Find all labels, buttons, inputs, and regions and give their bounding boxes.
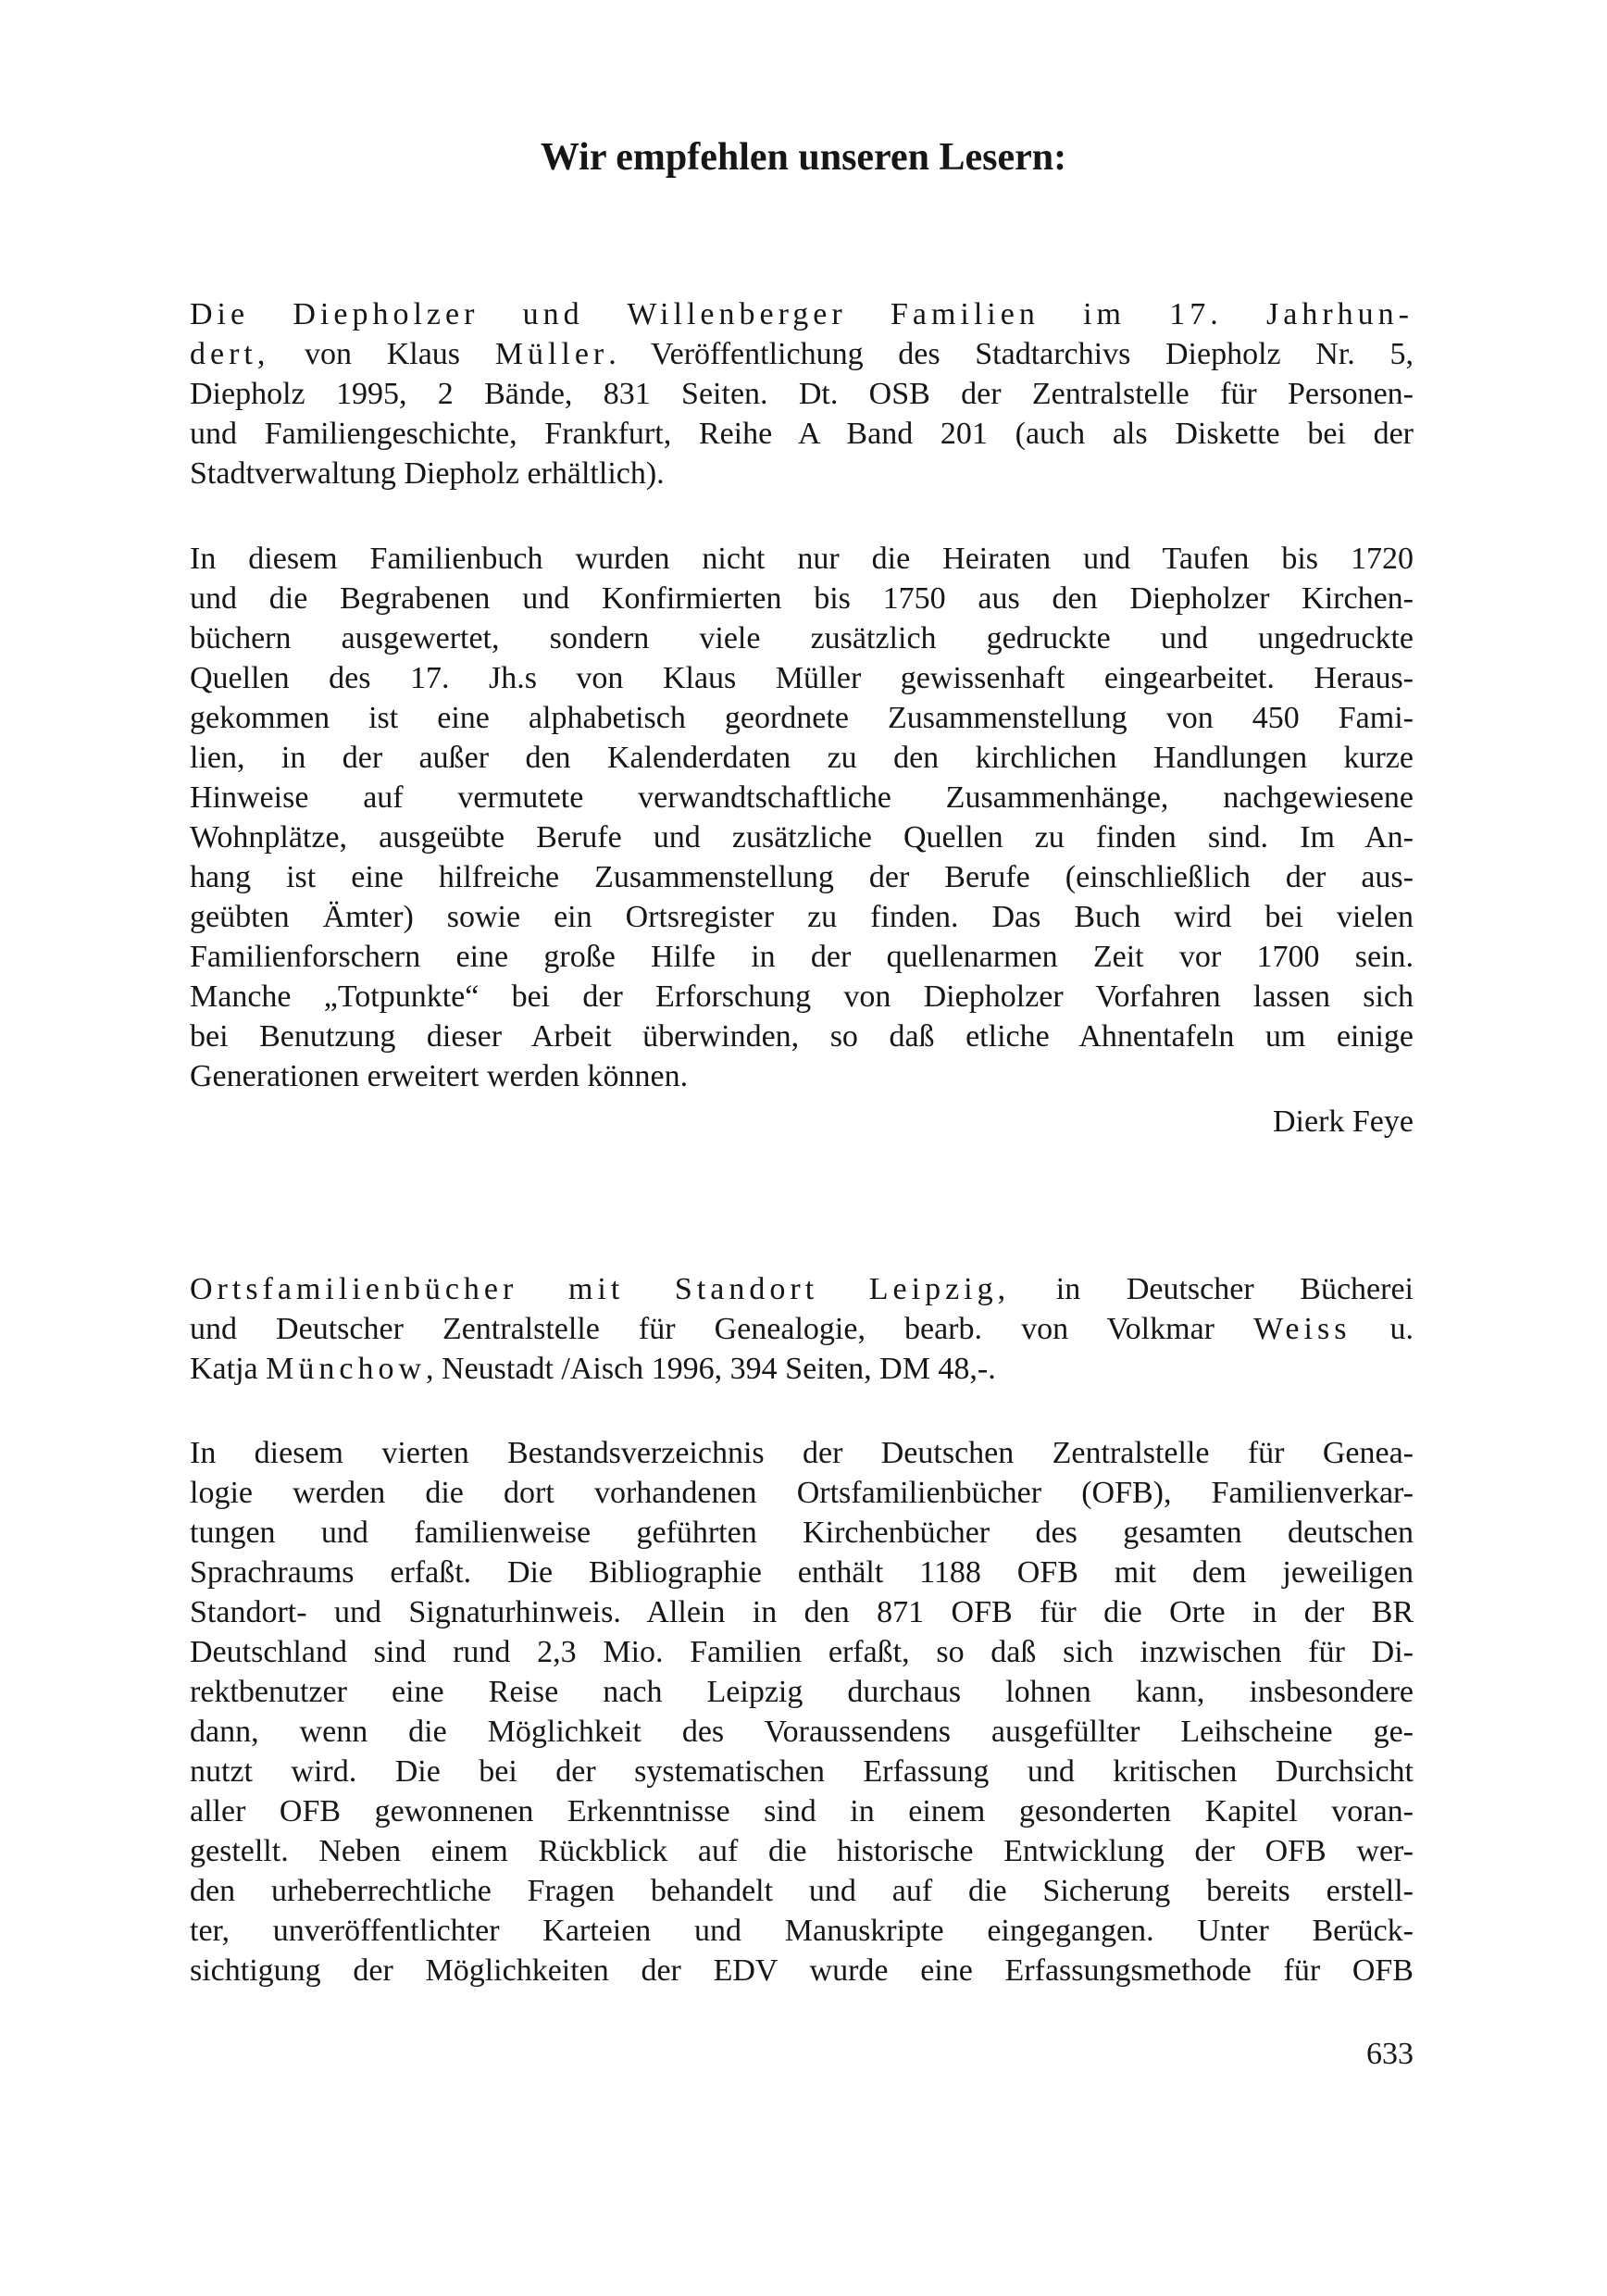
body-line: rektbenutzer eine Reise nach Leipzig durchaus lohnen kann, insbesondere — [190, 1675, 1414, 1709]
body-line: Familienforschern eine große Hilfe in der quellenarmen Zeit vor 1700 sein. — [190, 940, 1414, 974]
review-2-citation — [190, 1269, 1414, 1389]
author-name: Weiss — [1253, 1312, 1352, 1346]
page-number: 633 — [1366, 2037, 1414, 2071]
citation-line: Stadtverwaltung Diepholz erhältlich). — [190, 456, 665, 491]
body-line: ter, unveröffentlichter Karteien und Manuskripte eingegangen. Unter Berück- — [190, 1914, 1414, 1948]
body-line: nutzt wird. Die bei der systematischen Erfassung und kritischen Durchsicht — [190, 1754, 1414, 1789]
author-name: Münchow — [266, 1352, 427, 1386]
body-line: Generationen erweitert werden können. — [190, 1059, 689, 1093]
body-line: Sprachraums erfaßt. Die Bibliographie enthält 1188 OFB mit dem jeweiligen — [190, 1555, 1414, 1590]
citation-line — [190, 1309, 1414, 1349]
body-line: Quellen des 17. Jh.s von Klaus Müller gewissenhaft eingearbeitet. Heraus- — [190, 661, 1414, 695]
body-line: In diesem vierten Bestandsverzeichnis der Deutschen Zentralstelle für Genea- — [190, 1436, 1414, 1470]
body-line: Deutschland sind rund 2,3 Mio. Familien erfaßt, so daß sich inzwischen für Di- — [190, 1635, 1414, 1669]
body-line: geübten Ämter) sowie ein Ortsregister zu finden. Das Buch wird bei vielen — [190, 900, 1414, 934]
citation-fragment: Katja — [190, 1352, 267, 1386]
review-1-citation — [190, 294, 1414, 493]
body-line: aller OFB gewonnenen Erkenntnisse sind in einem gesonderten Kapitel voran- — [190, 1794, 1414, 1828]
body-line: gestellt. Neben einem Rückblick auf die historische Entwicklung der OFB wer- — [190, 1834, 1414, 1868]
body-line: dann, wenn die Möglichkeit des Voraussendens ausgefüllter Leihscheine ge- — [190, 1715, 1414, 1749]
body-line: Standort- und Signaturhinweis. Allein in den 871 OFB für die Orte in der BR — [190, 1595, 1414, 1629]
body-line: den urheberrechtliche Fragen behandelt und auf die Sicherung bereits erstell- — [190, 1874, 1414, 1908]
citation-fragment: , Neustadt /Aisch 1996, 394 Seiten, DM 48,-. — [426, 1352, 996, 1386]
page-title: Wir empfehlen unseren Lesern: — [540, 136, 1067, 179]
reviewer-name: Dierk Feye — [1272, 1104, 1414, 1139]
citation-fragment: u. — [1351, 1312, 1414, 1346]
body-line: und die Begrabenen und Konfirmierten bis 1750 aus den Diepholzer Kirchen- — [190, 581, 1414, 616]
author-name: Müller — [494, 337, 609, 371]
citation-line — [190, 1269, 1414, 1309]
citation-line: und Familiengeschichte, Frankfurt, Reihe A Band 201 (auch als Diskette bei der — [190, 417, 1414, 451]
body-line: sichtigung der Möglichkeiten der EDV wurde eine Erfassungsmethode für OFB — [190, 1953, 1414, 1988]
citation-fragment: und Deutscher Zentralstelle für Genealogie, bearb. von Volkmar — [190, 1312, 1254, 1346]
body-line: Manche „Totpunkte“ bei der Erforschung von Diepholzer Vorfahren lassen sich — [190, 980, 1414, 1014]
citation-line — [190, 334, 1414, 374]
citation-line — [190, 1349, 1414, 1389]
citation-fragment: in Deutscher Bücherei — [1010, 1272, 1414, 1306]
body-line: lien, in der außer den Kalenderdaten zu den kirchlichen Handlungen kurze — [190, 741, 1414, 775]
citation-line: Diepholz 1995, 2 Bände, 831 Seiten. Dt. OSB der Zentralstelle für Personen- — [190, 377, 1414, 411]
body-line: bei Benutzung dieser Arbeit überwinden, so daß etliche Ahnentafeln um einige — [190, 1019, 1414, 1054]
citation-fragment: von Klaus — [269, 337, 495, 371]
body-line: gekommen ist eine alphabetisch geordnete Zusammenstellung von 450 Fami- — [190, 701, 1414, 735]
book-title-fragment: dert, — [190, 337, 270, 371]
body-line: büchern ausgewertet, sondern viele zusätzlich gedruckte und ungedruckte — [190, 621, 1414, 655]
book-title: Ortsfamilienbücher mit Standort Leipzig, — [190, 1272, 1011, 1306]
body-line: hang ist eine hilfreiche Zusammenstellung der Berufe (einschließlich der aus- — [190, 860, 1414, 894]
body-line: logie werden die dort vorhandenen Ortsfamilienbücher (OFB), Familienverkar- — [190, 1476, 1414, 1510]
citation-line: Die Diepholzer und Willenberger Familien im 17. Jahrhun- — [190, 297, 1414, 331]
review-1-body — [190, 539, 1414, 1096]
review-2-body — [190, 1433, 1414, 1990]
body-line: Hinweise auf vermutete verwandtschaftliche Zusammenhänge, nachgewiesene — [190, 780, 1414, 815]
body-line: tungen und familienweise geführten Kirchenbücher des gesamten deutschen — [190, 1516, 1414, 1550]
body-line: Wohnplätze, ausgeübte Berufe und zusätzliche Quellen zu finden sind. Im An- — [190, 820, 1414, 855]
citation-fragment: . Veröffentlichung des Stadtarchivs Diepholz Nr. 5, — [608, 337, 1414, 371]
body-line: In diesem Familienbuch wurden nicht nur die Heiraten und Taufen bis 1720 — [190, 542, 1414, 576]
